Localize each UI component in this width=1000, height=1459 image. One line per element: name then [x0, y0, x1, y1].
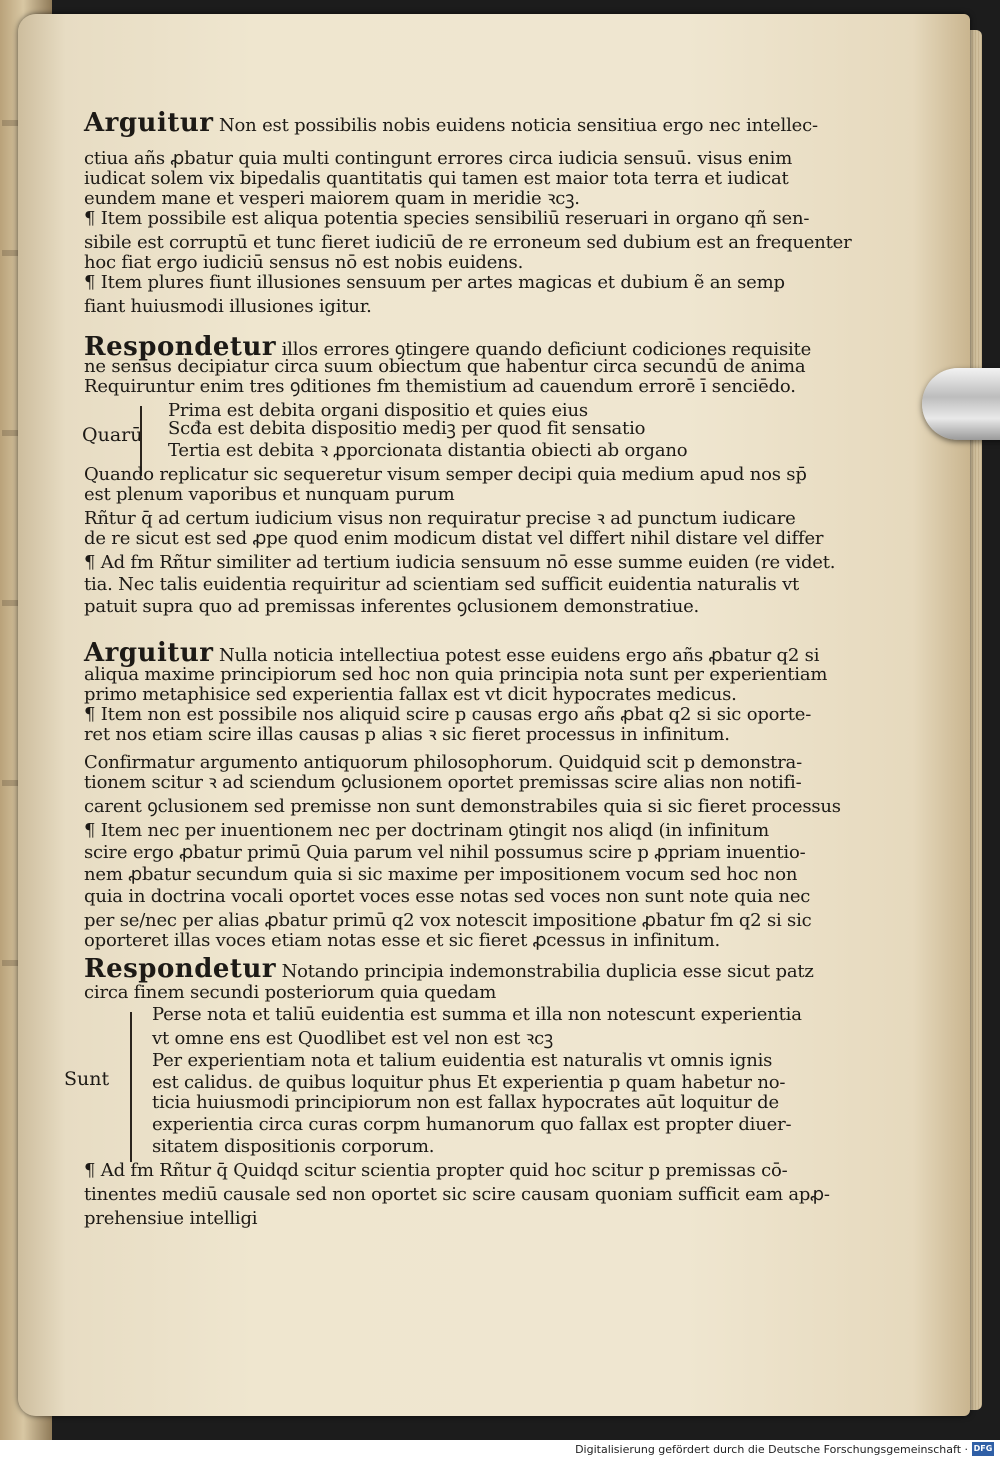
text-line — [84, 752, 802, 774]
text-line — [84, 108, 818, 138]
text-line — [84, 842, 805, 864]
line-text: Rñtur q̄ ad certum iudicium visus non requiratur precise ꝛ ad punctum iudicare — [84, 508, 796, 529]
line-text: Prima est debita organi dispositio et quies eius — [168, 400, 588, 421]
text-line — [152, 1092, 779, 1114]
line-text: tionem scitur ꝛ ad sciendum ꝯclusionem oportet premissas scire alias non notifi- — [84, 772, 802, 793]
text-line — [152, 1072, 785, 1094]
line-text: Scđa est debita dispositio mediꝫ per quod fit sensatio — [168, 418, 646, 439]
text-line — [84, 930, 720, 952]
line-text: Perse nota et taliū euidentia est summa et illa non notescunt experientia — [152, 1004, 802, 1025]
line-text: sitatem dispositionis corporum. — [152, 1136, 435, 1157]
text-line — [84, 1208, 257, 1230]
line-text: de re sicut est sed ꝓpe quod enim modicum distat vel differt nihil distare vel differ — [84, 528, 824, 549]
line-text: Nulla noticia intellectiua potest esse euidens ergo añs ꝓbatur q2 si — [218, 645, 820, 666]
text-line — [84, 772, 801, 794]
line-text: oporteret illas voces etiam notas esse et sic fieret ꝓcessus in infinitum. — [84, 930, 720, 951]
line-text: est plenum vaporibus et nunquam purum — [84, 484, 455, 505]
line-text: eundem mane et vesperi maiorem quam in meridie ꝛcꝫ. — [84, 188, 580, 209]
text-line — [84, 1160, 788, 1182]
line-text: ticia huiusmodi principiorum non est fallax hypocrates aūt loquitur de — [152, 1092, 779, 1113]
line-text: carent ꝯclusionem sed premisse non sunt demonstrabiles quia si sic fieret processus — [84, 796, 841, 817]
line-text: est calidus. de quibus loquitur phus Et experientia p quam habetur no- — [152, 1072, 786, 1093]
dfg-logo: DFG — [972, 1442, 994, 1456]
text-line — [84, 484, 454, 506]
text-line — [84, 820, 769, 842]
text-line — [84, 376, 796, 398]
text-line — [84, 552, 835, 574]
section-heading: Respondetur — [84, 332, 277, 362]
text-line — [84, 596, 699, 618]
line-text: Non est possibilis nobis euidens noticia sensitiua ergo nec intellec- — [218, 115, 818, 136]
line-text: primo metaphisice sed experientia fallax est vt dicit hypocrates medicus. — [84, 684, 737, 705]
text-line — [84, 188, 580, 210]
text-line — [84, 208, 809, 230]
glass-weight — [922, 368, 1000, 440]
line-text: ret nos etiam scire illas causas p alias ꝛ sic fieret processus in infinitum. — [84, 724, 730, 745]
text-line — [84, 684, 737, 706]
line-text: ctiua añs ꝓbatur quia multi contingunt errores circa iudicia sensuū. visus enim — [84, 148, 793, 169]
text-line — [152, 1114, 791, 1136]
line-text: ¶ Ad fm Rñtur q̄ Quidqd scitur scientia propter quid hoc scitur p premissas cō- — [84, 1160, 788, 1181]
text-line — [152, 1028, 553, 1050]
line-text: circa finem secundi posteriorum quia quedam — [84, 982, 497, 1003]
line-text: illos errores ꝯtingere quando deficiunt codiciones requisite — [281, 339, 812, 360]
line-text: tia. Nec talis euidentia requiritur ad scientiam sed sufficit euidentia naturalis vt — [84, 574, 800, 595]
line-text: Confirmatur argumento antiquorum philosophorum. Quidquid scit p demonstra- — [84, 752, 802, 773]
text-line — [84, 232, 852, 254]
line-text: ne sensus decipiatur circa suum obiectum que habentur circa secundū de anima — [84, 356, 806, 377]
text-line — [168, 418, 645, 440]
section-heading: Arguitur — [84, 638, 214, 668]
margin-label-quarta: Quarū — [82, 424, 143, 446]
line-text: Per experientiam nota et talium euidentia est naturalis vt omnis ignis — [152, 1050, 773, 1071]
line-text: prehensiue intelligi — [84, 1208, 258, 1229]
text-line — [84, 252, 523, 274]
section-heading: Respondetur — [84, 954, 277, 984]
line-text: ¶ Item possibile est aliqua potentia species sensibiliū reseruari in organo qñ sen- — [84, 208, 810, 229]
line-text: patuit supra quo ad premissas inferentes ꝯclusionem demonstratiue. — [84, 596, 700, 617]
line-text: Tertia est debita ꝛ ꝓporcionata distantia obiecti ab organo — [168, 440, 688, 461]
line-text: quia in doctrina vocali oportet voces esse notas sed voces non sunt note quia nec — [84, 886, 811, 907]
text-line — [84, 864, 797, 886]
line-text: nem ꝓbatur secundum quia si sic maxime per impositionem vocum sed hoc non — [84, 864, 798, 885]
line-text: sibile est corruptū et tunc fieret iudiciū de re erroneum sed dubium est an frequenter — [84, 232, 852, 253]
text-line — [168, 440, 687, 462]
text-line — [84, 704, 811, 726]
text-line — [84, 724, 730, 746]
text-line — [84, 272, 785, 294]
line-text: per se/nec per alias ꝓbatur primū q2 vox notescit impositione ꝓbatur fm q2 si sic — [84, 910, 812, 931]
footer-credit: Digitalisierung gefördert durch die Deutsche Forschungsgemeinschaft · — [0, 1440, 1000, 1459]
text-line — [152, 1050, 772, 1072]
line-text: ¶ Item plures fiunt illusiones sensuum per artes magicas et dubium ẽ an semp — [84, 272, 785, 293]
line-text: vt omne ens est Quodlibet est vel non est ꝛcꝫ — [152, 1028, 553, 1049]
line-text: aliqua maxime principiorum sed hoc non quia principia nota sunt per experientiam — [84, 664, 828, 685]
text-line — [84, 982, 496, 1004]
line-text: Quando replicatur sic sequeretur visum semper decipi quia medium apud nos sp̄ — [84, 464, 807, 485]
line-text: scire ergo ꝓbatur primū Quia parum vel nihil possumus scire p ꝓpriam inuentio- — [84, 842, 806, 863]
text-line — [84, 664, 827, 686]
brace-principles — [130, 1012, 132, 1162]
text-line — [84, 148, 792, 170]
line-text: Notando principia indemonstrabilia duplicia esse sicut patz — [281, 961, 814, 982]
line-text: tinentes mediū causale sed non oportet sic scire causam quoniam sufficit eam apꝓ- — [84, 1184, 830, 1205]
line-text: Requiruntur enim tres ꝯditiones fm themistium ad cauendum errorē ī senciēdo. — [84, 376, 796, 397]
text-line — [84, 796, 841, 818]
text-line — [152, 1136, 434, 1158]
text-line — [152, 1004, 802, 1026]
line-text: ¶ Ad fm Rñtur similiter ad tertium iudicia sensuum nō esse summe euiden (re videt. — [84, 552, 836, 573]
text-line — [84, 910, 812, 932]
line-text: experientia circa curas corpm humanorum quo fallax est propter diuer- — [152, 1114, 792, 1135]
line-text: ¶ Item non est possibile nos aliquid scire p causas ergo añs ꝓbat q2 si sic oporte- — [84, 704, 812, 725]
line-text: ¶ Item nec per inuentionem nec per doctrinam ꝯtingit nos aliqd (in infinitum — [84, 820, 769, 841]
text-line — [84, 296, 372, 318]
text-line — [84, 528, 823, 550]
line-text: iudicat solem vix bipedalis quantitatis qui tamen est maior tota terra et iudicat — [84, 168, 789, 189]
margin-label-sunt: Sunt — [64, 1068, 110, 1090]
text-line — [84, 464, 807, 486]
text-line — [84, 168, 789, 190]
line-text: hoc fiat ergo iudiciū sensus nō est nobis euidens. — [84, 252, 524, 273]
text-line — [84, 356, 805, 378]
text-line — [84, 574, 799, 596]
text-line — [84, 886, 810, 908]
line-text: fiant huiusmodi illusiones igitur. — [84, 296, 372, 317]
text-line — [84, 1184, 830, 1206]
text-line — [84, 954, 814, 984]
text-line — [84, 508, 796, 530]
section-heading: Arguitur — [84, 108, 214, 138]
